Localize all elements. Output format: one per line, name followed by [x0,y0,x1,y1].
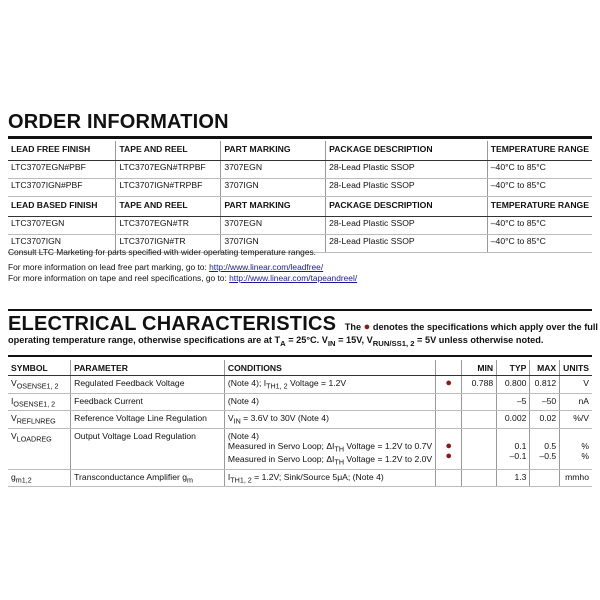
parameter-cell: Regulated Feedback Voltage [71,376,225,394]
cell: 28-Lead Plastic SSOP [326,161,488,179]
max-cell: 0.02 [530,411,560,429]
units-cell: % % [560,429,592,469]
cell: LTC3707EGN#TRPBF [116,161,221,179]
intro-text-5: = 5V unless otherwise noted. [414,335,544,345]
col-header: TEMPERATURE RANGE [487,197,592,217]
col-header: MIN [462,360,497,376]
spec-dot-cell [436,411,462,429]
symbol-cell: $g_{m1,2}$ [8,469,71,487]
conditions-cell: (Note 4); $I_{TH1, 2}$ Voltage = 1.2V [224,376,435,394]
typ-cell: 0.002 [497,411,530,429]
conditions-cell: $I_{TH1, 2} = 1.2V$; Sink/Source 5μA; (Note 4) [224,469,435,487]
section-divider [8,309,592,311]
col-header: PARAMETER [71,360,225,376]
spec-dot-icon: ● [363,321,371,333]
electrical-table [8,360,592,487]
note-consult: Consult LTC Marketing for parts specified with wider operating temperature ranges. [8,247,317,257]
col-header: PACKAGE DESCRIPTION [326,141,488,161]
min-cell [462,393,497,411]
col-header: CONDITIONS [224,360,435,376]
leadfree-link[interactable]: http://www.linear.com/leadfree/ [209,262,324,272]
intro-text-2: denotes the specifications which apply over the full operating temperature range, otherwise specifications are at T [8,322,598,345]
cell: LTC3707IGN#TR [116,235,221,253]
note-tape-text: For more information on tape and reel specifications, go to: [8,273,230,283]
cell: LTC3707IGN#TRPBF [116,179,221,197]
cell: LTC3707IGN#PBF [8,179,116,197]
cell: 3707IGN [221,179,326,197]
order-header-row [8,141,592,161]
col-header: SYMBOL [8,360,71,376]
typ-cell: 1.3 [497,469,530,487]
col-header: LEAD FREE FINISH [8,141,116,161]
cell: LTC3707EGN#PBF [8,161,116,179]
max-cell: 0.812 [530,376,560,394]
cell: 3707EGN [221,161,326,179]
table-row [8,179,592,197]
cell: 3707IGN [221,235,326,253]
units-cell: V [560,376,592,394]
min-cell [462,411,497,429]
symbol-cell: $V_{OSENSE1, 2}$ [8,376,71,394]
parameter-cell: Reference Voltage Line Regulation [71,411,225,429]
symbol-cell: $V_{REFLNREG}$ [8,411,71,429]
col-header: PART MARKING [221,141,326,161]
symbol-cell: $V_{LOADREG}$ [8,429,71,469]
intro-sub-a: A [280,338,286,348]
units-cell: nA [560,393,592,411]
symbol-cell: $I_{OSENSE1, 2}$ [8,393,71,411]
col-header: MAX [530,360,560,376]
cell: LTC3707EGN [8,217,116,235]
cell: –40°C to 85°C [487,179,592,197]
max-cell: –50 [530,393,560,411]
parameter-cell: Transconductance Amplifier $g_m$ [71,469,225,487]
electrical-header-row [8,360,592,376]
note-leadfree [8,262,323,272]
typ-cell: –5 [497,393,530,411]
order-information-title: ORDER INFORMATION [8,111,229,133]
col-header: TYP [497,360,530,376]
cell: –40°C to 85°C [487,161,592,179]
table-row [8,217,592,235]
intro-sub-in: IN [327,338,336,348]
col-header: LEAD BASED FINISH [8,197,116,217]
table-row [8,469,592,487]
col-header: TAPE AND REEL [116,141,221,161]
cell: 28-Lead Plastic SSOP [326,235,488,253]
cell: 3707EGN [221,217,326,235]
units-cell: %/V [560,411,592,429]
note-tape [8,273,357,283]
min-cell: 0.788 [462,376,497,394]
conditions-cell: (Note 4) Measured in Servo Loop; $\Delta I_{TH}$ Voltage = 1.2V to 0.7V Measured in Servo Loop; $\Delta I_{TH}$ Voltage = 1.2V to 2.0V [224,429,435,469]
table-row [8,429,592,469]
col-header: UNITS [560,360,592,376]
order-table [8,141,592,253]
table-row [8,393,592,411]
typ-cell: 0.1 –0.1 [497,429,530,469]
spec-dot-cell [436,393,462,411]
col-header: TAPE AND REEL [116,197,221,217]
min-cell [462,469,497,487]
table-row [8,161,592,179]
intro-text-1: The [344,322,364,332]
col-header: TEMPERATURE RANGE [487,141,592,161]
spec-dot-icon: ● ● [436,429,462,469]
spec-dot-icon: ● [436,376,462,394]
electrical-characteristics-title: ELECTRICAL CHARACTERISTICS [8,313,337,335]
spec-dot-cell [436,469,462,487]
electrical-title-rule [8,355,592,357]
order-title-rule [8,136,592,139]
typ-cell: 0.800 [497,376,530,394]
table-row [8,376,592,394]
parameter-cell: Feedback Current [71,393,225,411]
note-leadfree-text: For more information on lead free part marking, go to: [8,262,210,272]
units-cell: mmho [560,469,592,487]
col-header [436,360,462,376]
min-cell [462,429,497,469]
tapeandreel-link[interactable]: http://www.linear.com/tapeandreel/ [229,273,358,283]
order-header-row-2 [8,197,592,217]
conditions-cell: $V_{IN} = 3.6V$ to 30V (Note 4) [224,411,435,429]
conditions-cell: (Note 4) [224,393,435,411]
cell: LTC3707EGN#TR [116,217,221,235]
cell: –40°C to 85°C [487,217,592,235]
intro-text-3: = 25°C. V [285,335,328,345]
electrical-intro [8,313,598,350]
cell: 28-Lead Plastic SSOP [326,217,488,235]
max-cell [530,469,560,487]
col-header: PART MARKING [221,197,326,217]
cell: –40°C to 85°C [487,235,592,253]
cell: LTC3707IGN [8,235,116,253]
table-row [8,411,592,429]
intro-sub-run: RUN/SS1, 2 [372,338,415,348]
col-header: PACKAGE DESCRIPTION [326,197,488,217]
intro-text-4: = 15V, V [335,335,373,345]
parameter-cell: Output Voltage Load Regulation [71,429,225,469]
cell: 28-Lead Plastic SSOP [326,179,488,197]
max-cell: 0.5 –0.5 [530,429,560,469]
